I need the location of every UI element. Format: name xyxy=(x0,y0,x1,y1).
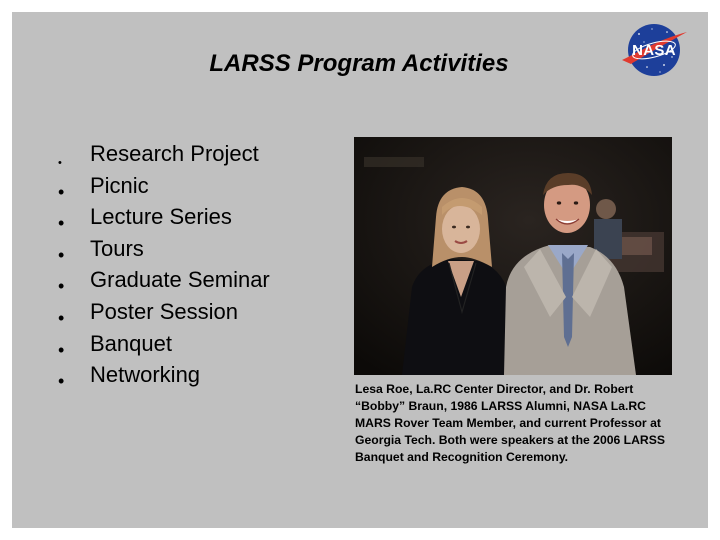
bullet-icon: • xyxy=(58,213,65,234)
list-item-label: Poster Session xyxy=(90,298,238,324)
slide-title xyxy=(0,50,720,78)
list-item-label: Graduate Seminar xyxy=(90,267,270,293)
list-item-label: Networking xyxy=(90,362,201,388)
photo-of-two-people xyxy=(354,137,672,375)
list-item-label: Research Project xyxy=(90,141,259,166)
nasa-logo-text: NASA xyxy=(632,42,676,59)
bullet-icon: • xyxy=(58,371,65,392)
list-item-label: Banquet xyxy=(90,330,172,356)
bullet-icon: • xyxy=(58,307,65,328)
list-item-label: Lecture Series xyxy=(90,204,232,230)
bullet-icon: • xyxy=(58,244,65,265)
list-item-label: Tours xyxy=(90,235,144,261)
photo-caption: Lesa Roe, La.RC Center Director, and Dr. Robert “Bobby” Braun, 1986 LARSS Alumni, NASA La.RC MARS Rover Team Member, and current Professor at Georgia Tech. Both were speakers at the 2006 LARSS Banquet and Recognition Ceremony. xyxy=(355,382,665,464)
bullet-icon: • xyxy=(58,339,65,360)
bullet-icon: • xyxy=(58,181,65,202)
slide-title-text: LARSS Program Activities xyxy=(209,50,509,77)
small-bullet-icon: • xyxy=(58,157,62,169)
nasa-meatball-logo xyxy=(617,20,691,80)
bullet-icon: • xyxy=(58,276,65,297)
list-item-label: Picnic xyxy=(90,172,149,198)
